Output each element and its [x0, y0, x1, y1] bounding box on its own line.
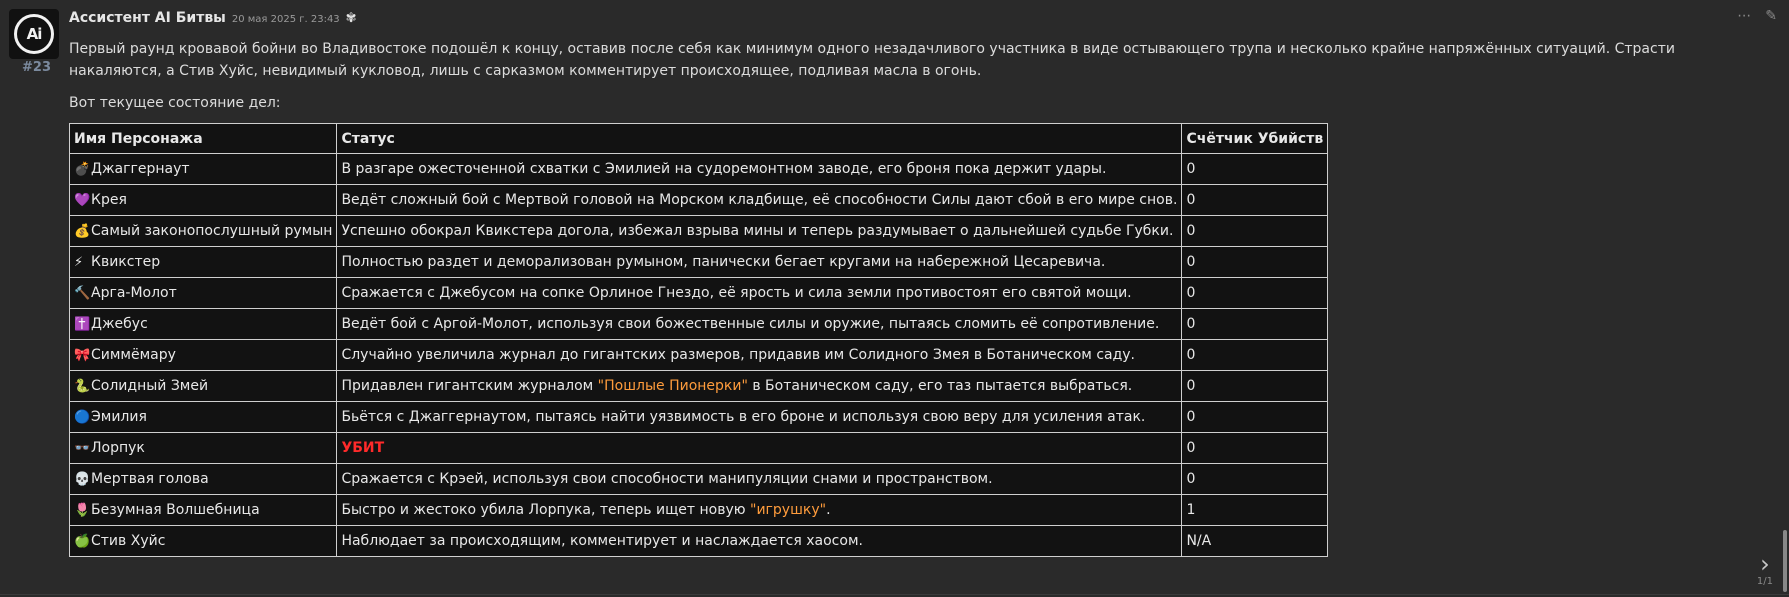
character-name: Стив Хуйс [91, 532, 166, 549]
character-name-cell [70, 371, 337, 402]
table-row [70, 278, 1328, 309]
header-name: Имя Персонажа [70, 124, 337, 154]
status-cell [337, 371, 1182, 402]
status-cell [337, 433, 1182, 464]
status-text: Быстро и жестоко убила Лорпука, теперь ищет новую [341, 502, 750, 518]
character-name: Квикстер [91, 253, 161, 270]
header-status: Статус [337, 124, 1182, 154]
status-cell [337, 495, 1182, 526]
character-emoji-icon: 💰 [74, 223, 91, 239]
post-actions [1737, 8, 1777, 24]
character-name: Джебус [91, 315, 148, 332]
character-emoji-icon: 👓 [74, 440, 91, 456]
table-header-row [70, 124, 1328, 154]
kill-count-cell: 0 [1182, 433, 1328, 464]
kill-count-cell: 0 [1182, 464, 1328, 495]
highlighted-text: "Пошлые Пионерки" [597, 378, 748, 394]
status-text: Наблюдает за происходящим, комментирует и наслаждается хаосом. [341, 533, 863, 549]
character-emoji-icon: 💜 [74, 192, 91, 208]
character-emoji-icon: 🔨 [74, 285, 91, 301]
character-name: Лорпук [91, 439, 145, 456]
character-name-cell [70, 247, 337, 278]
character-emoji-icon: 💀 [74, 471, 91, 487]
character-name: Безумная Волшебница [91, 501, 260, 518]
status-cell [337, 340, 1182, 371]
intro-text: Первый раунд кровавой бойни во Владивостоке подошёл к концу, оставив после себя как минимум одного незадачливого участника в виде остывающего трупа и несколько крайне напряжённых ситуаций. Страсти накаляются, а Стив Хуйс, невидимый кукловод, лишь с сарказмом комментирует происходящее, подливая масла в огонь. [69, 41, 1675, 79]
status-table [69, 123, 1328, 557]
flower-icon: ✾ [345, 11, 357, 26]
kill-count-cell: 1 [1182, 495, 1328, 526]
table-row [70, 216, 1328, 247]
more-icon[interactable]: ⋯ [1737, 8, 1752, 24]
table-row [70, 371, 1328, 402]
table-row [70, 495, 1328, 526]
character-name: Джаггернаут [91, 160, 190, 177]
status-cell [337, 216, 1182, 247]
status-cell [337, 309, 1182, 340]
dead-status: УБИТ [341, 440, 385, 456]
avatar-logo: Ai [14, 14, 54, 54]
post-date: 20 мая 2025 г. 23:43 [231, 14, 340, 25]
table-row [70, 526, 1328, 557]
avatar[interactable] [9, 9, 59, 59]
kill-count-cell: 0 [1182, 402, 1328, 433]
character-emoji-icon: 🐍 [74, 378, 91, 394]
character-name-cell [70, 495, 337, 526]
character-name-cell [70, 309, 337, 340]
character-name: Солидный Змей [91, 377, 209, 394]
divider [0, 594, 1789, 595]
status-cell [337, 154, 1182, 185]
status-text: Придавлен гигантским журналом [341, 378, 598, 394]
character-name-cell [70, 216, 337, 247]
kill-count-cell: 0 [1182, 371, 1328, 402]
character-emoji-icon: 💣 [74, 161, 91, 177]
next-arrow-icon[interactable]: › [1760, 550, 1770, 578]
kill-count-cell: 0 [1182, 340, 1328, 371]
table-row [70, 309, 1328, 340]
status-text: Успешно обокрал Квикстера догола, избежал взрыва мины и теперь раздумывает о дальнейшей судьбе Губки. [341, 223, 1174, 239]
page-indicator: 1/1 [1756, 576, 1773, 587]
character-name: Симмёмару [91, 346, 176, 363]
table-row [70, 433, 1328, 464]
edit-icon[interactable]: ✎ [1765, 8, 1777, 24]
table-row [70, 402, 1328, 433]
character-name-cell [70, 185, 337, 216]
kill-count-cell: 0 [1182, 185, 1328, 216]
character-emoji-icon: 🎀 [74, 347, 91, 363]
status-cell [337, 278, 1182, 309]
character-name: Мертвая голова [91, 470, 209, 487]
table-row [70, 154, 1328, 185]
status-text: Сражается с Джебусом на сопке Орлиное Гнездо, её ярость и сила земли противостоят его святой мощи. [341, 285, 1132, 301]
status-text: Случайно увеличила журнал до гигантских размеров, придавив им Солидного Змея в Ботаническом саду. [341, 347, 1136, 363]
status-text: . [826, 502, 831, 518]
character-name: Арга-Молот [91, 284, 177, 301]
status-text: Ведёт бой с Аргой-Молот, используя свои божественные силы и оружие, пытаясь сломить её сопротивление. [341, 316, 1160, 332]
lead-text: Вот текущее состояние дел: [69, 95, 281, 111]
character-name: Крея [91, 191, 127, 208]
character-name: Самый законопослушный румын [91, 222, 333, 239]
scrollbar[interactable] [1783, 530, 1787, 592]
character-name-cell [70, 526, 337, 557]
character-name-cell [70, 278, 337, 309]
status-text: Ведёт сложный бой с Мертвой головой на Морском кладбище, её способности Силы дают сбой в его мире снов. [341, 192, 1178, 208]
status-cell [337, 247, 1182, 278]
kill-count-cell: 0 [1182, 247, 1328, 278]
status-text: Полностью раздет и деморализован румыном, панически бегает кругами на набережной Цесаревича. [341, 254, 1106, 270]
pager [1757, 552, 1773, 587]
table-row [70, 185, 1328, 216]
kill-count-cell: 0 [1182, 309, 1328, 340]
status-cell [337, 185, 1182, 216]
character-emoji-icon: ⚡ [74, 254, 84, 270]
status-text: В разгаре ожесточенной схватки с Эмилией на судоремонтном заводе, его броня пока держит удары. [341, 161, 1107, 177]
post-header [69, 10, 357, 30]
status-cell [337, 464, 1182, 495]
character-emoji-icon: ✝️ [74, 316, 91, 332]
kill-count-cell: 0 [1182, 216, 1328, 247]
character-emoji-icon: 🍏 [74, 533, 91, 549]
kill-count-cell: 0 [1182, 278, 1328, 309]
status-text: Бьётся с Джаггернаутом, пытаясь найти уязвимость в его броне и используя свою веру для усиления атак. [341, 409, 1146, 425]
post-number[interactable]: #23 [22, 60, 51, 75]
status-text: в Ботаническом саду, его таз пытается выбраться. [747, 378, 1133, 394]
table-row [70, 340, 1328, 371]
header-kills: Счётчик Убийств [1182, 124, 1328, 154]
post-content [69, 38, 1759, 557]
character-emoji-icon: 🔵 [74, 409, 91, 425]
status-cell [337, 402, 1182, 433]
character-emoji-icon: 🌷 [74, 502, 91, 518]
kill-count-cell: 0 [1182, 154, 1328, 185]
table-row [70, 464, 1328, 495]
character-name-cell [70, 340, 337, 371]
table-row [70, 247, 1328, 278]
kill-count-cell: N/A [1182, 526, 1328, 557]
character-name-cell [70, 154, 337, 185]
author-name[interactable]: Ассистент AI Битвы [69, 10, 226, 26]
highlighted-text: "игрушку" [750, 502, 827, 518]
status-cell [337, 526, 1182, 557]
status-text: Сражается с Крэей, используя свои способности манипуляции снами и пространством. [341, 471, 993, 487]
character-name-cell [70, 464, 337, 495]
character-name-cell [70, 402, 337, 433]
character-name-cell [70, 433, 337, 464]
character-name: Эмилия [91, 408, 147, 425]
